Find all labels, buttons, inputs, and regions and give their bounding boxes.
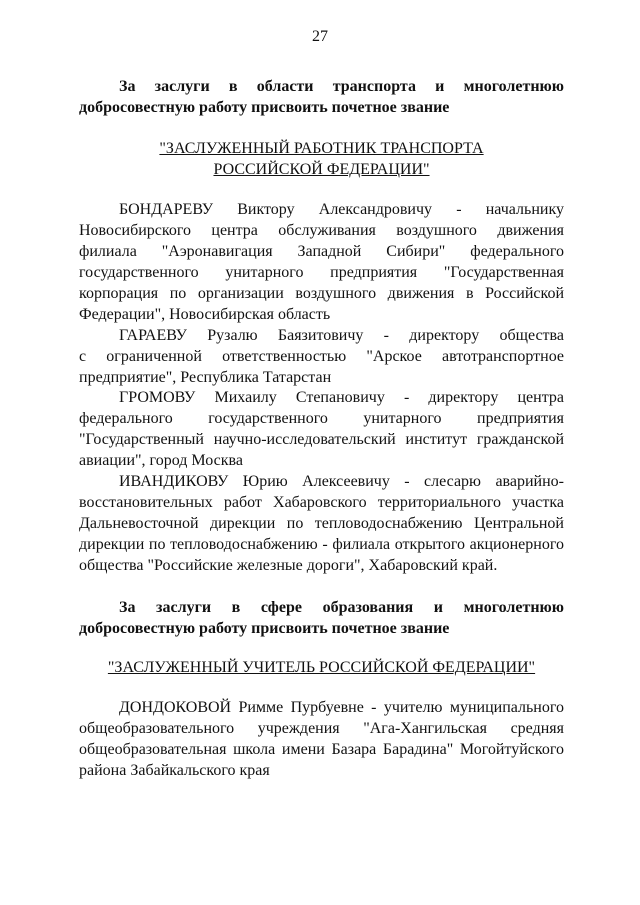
section-education-intro bbox=[79, 597, 564, 639]
awardee-line: ГРОМОВУ Михаилу Степановичу - директору центра bbox=[119, 389, 564, 406]
intro-line: добросовестную работу присвоить почетное звание bbox=[79, 620, 450, 637]
awardee-bondarev bbox=[79, 199, 564, 325]
awardee-line: предприятие", Республика Татарстан bbox=[79, 369, 332, 386]
awardee-line: района Забайкальского края bbox=[79, 762, 270, 779]
award-title-transport bbox=[79, 138, 564, 180]
awardee-line: с ограниченной ответственностью "Арское автотранспортное bbox=[79, 348, 564, 365]
awardee-line: ДОНДОКОВОЙ Римме Пурбуевне - учителю муниципального bbox=[119, 699, 564, 716]
section-transport-intro bbox=[79, 76, 564, 118]
awardee-garaev bbox=[79, 325, 564, 388]
awardee-line: общеобразовательного учреждения "Ага-Хангильская средняя bbox=[79, 720, 564, 737]
awardee-line: БОНДАРЕВУ Виктору Александровичу - начальнику bbox=[119, 201, 564, 218]
awardee-line: "Государственный научно-исследовательский институт гражданской bbox=[79, 431, 564, 448]
awardee-line: ГАРАЕВУ Рузалю Баязитовичу - директору общества bbox=[119, 327, 564, 344]
title-line: "ЗАСЛУЖЕННЫЙ УЧИТЕЛЬ РОССИЙСКОЙ ФЕДЕРАЦИИ" bbox=[107, 659, 536, 676]
award-title-teacher bbox=[79, 657, 564, 678]
page-number: 27 bbox=[312, 28, 328, 45]
awardee-line: Новосибирского центра обслуживания воздушного движения bbox=[79, 222, 564, 239]
title-line: РОССИЙСКОЙ ФЕДЕРАЦИИ" bbox=[213, 161, 430, 178]
awardee-line: дирекции по тепловодоснабжению - филиала открытого акционерного bbox=[79, 536, 564, 553]
awardee-dondokova bbox=[79, 697, 564, 781]
awardee-line: государственного унитарного предприятия "Государственная bbox=[79, 264, 564, 281]
intro-line: добросовестную работу присвоить почетное звание bbox=[79, 99, 450, 116]
awardee-line: Дальневосточной дирекции по тепловодоснабжению Центральной bbox=[79, 515, 564, 532]
awardee-line: филиала "Аэронавигация Западной Сибири" федерального bbox=[79, 243, 564, 260]
awardee-line: восстановительных работ Хабаровского территориального участка bbox=[79, 494, 564, 511]
title-line: "ЗАСЛУЖЕННЫЙ РАБОТНИК ТРАНСПОРТА bbox=[159, 140, 484, 157]
awardee-line: ИВАНДИКОВУ Юрию Алексеевичу - слесарю аварийно- bbox=[119, 473, 564, 490]
awardee-gromov bbox=[79, 387, 564, 471]
awardee-ivandikov bbox=[79, 471, 564, 576]
awardee-line: корпорация по организации воздушного движения в Российской bbox=[79, 285, 564, 302]
awardee-line: федерального государственного унитарного предприятия bbox=[79, 410, 564, 427]
awardee-line: авиации", город Москва bbox=[79, 452, 243, 469]
awardee-line: общеобразовательная школа имени Базара Барадина" Могойтуйского bbox=[79, 741, 564, 758]
intro-line: За заслуги в сфере образования и многолетнюю bbox=[119, 599, 564, 616]
awardee-line: Федерации", Новосибирская область bbox=[79, 306, 331, 323]
intro-line: За заслуги в области транспорта и многолетнюю bbox=[119, 78, 564, 95]
awardee-line: общества "Российские железные дороги", Хабаровский край. bbox=[79, 557, 498, 574]
